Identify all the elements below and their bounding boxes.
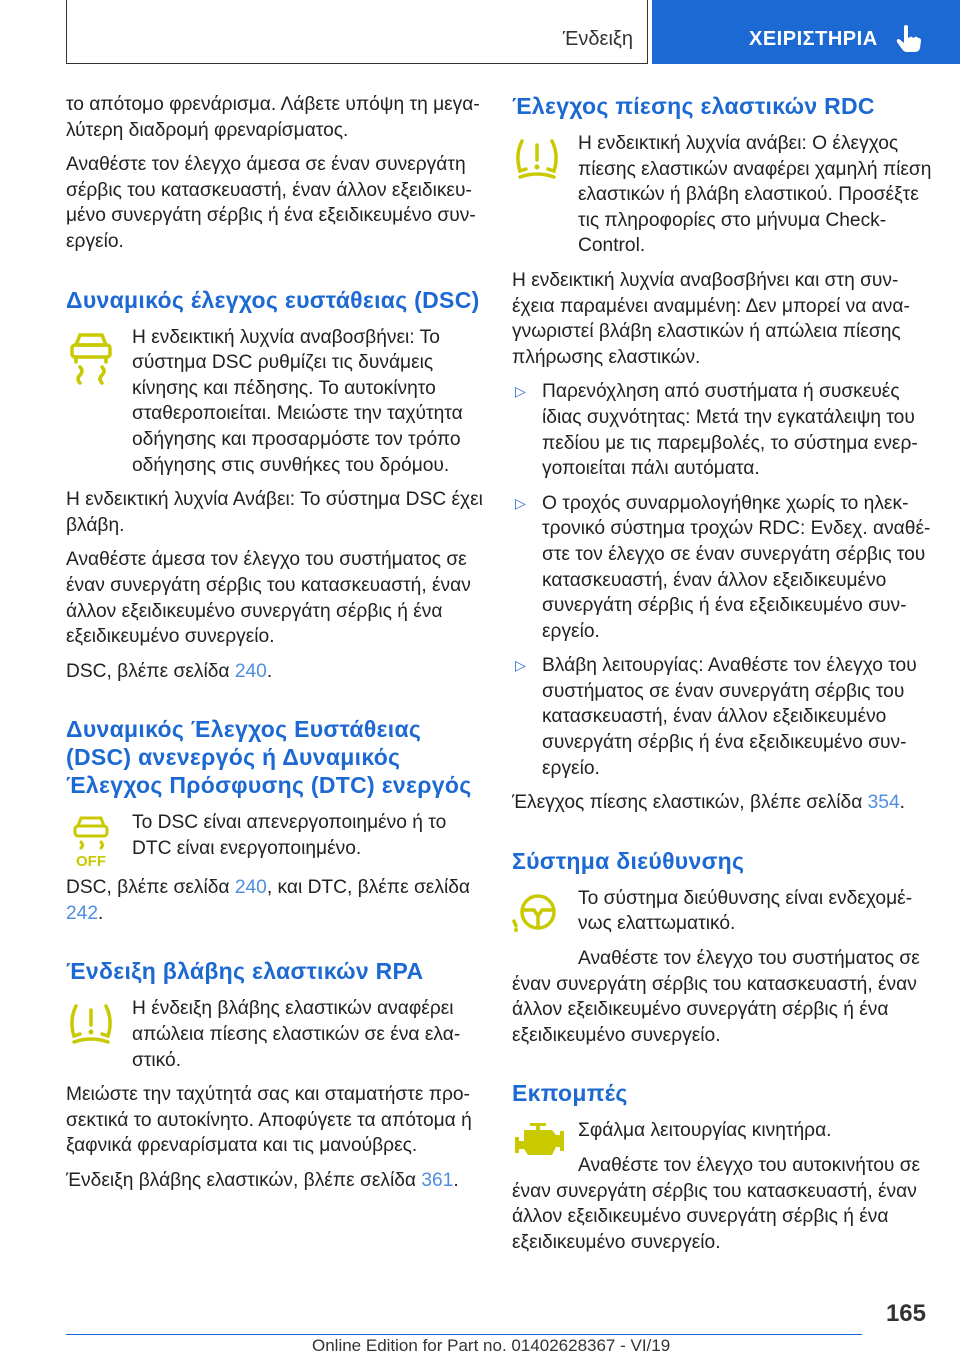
triangle-bullet-icon: ▷ xyxy=(515,657,526,674)
hand-pointer-icon xyxy=(895,24,923,54)
page-link[interactable]: 242 xyxy=(66,902,99,924)
dsc-block xyxy=(66,325,486,488)
rdc-reference: Έλεγχος πίεσης ελαστικών, βλέπε σελίδα 354. xyxy=(512,792,905,814)
triangle-bullet-icon: ▷ xyxy=(515,383,526,400)
chapter-label: ΧΕΙΡΙΣΤΗΡΙΑ xyxy=(749,28,878,50)
chapter-tab xyxy=(652,0,960,64)
svg-text:OFF: OFF xyxy=(76,853,106,871)
left-column xyxy=(66,92,486,1203)
right-column xyxy=(512,92,932,1264)
triangle-bullet-icon: ▷ xyxy=(515,494,526,511)
emissions-text: Αναθέστε τον έλεγχο του αυτοκινήτου σε έναν συνεργάτη σέρβις του κατασκευαστή, έναν άλλον εξειδικευμένο συνεργάτη σέρβις ή ένα εξειδικευμένο συνεργείο. xyxy=(512,1155,921,1253)
page-link[interactable]: 354 xyxy=(867,792,900,814)
dsc-off-heading: Δυναμικός Έλεγχος Ευστάθειας (DSC) ανενεργός ή Δυναμικός Έλεγχος Πρόσφυσης (DTC) ενεργός xyxy=(66,716,472,799)
rpa-text: Μειώστε την ταχύτητά σας και σταματήστε προσεκτικά το αυτοκίνητο. Αποφύγετε τα απότομα ή ξαφνικά φρεναρίσματα και τις μανούβρες. xyxy=(66,1084,472,1157)
steering-heading: Σύστημα διεύθυνσης xyxy=(512,847,745,874)
page-number: 165 xyxy=(885,1300,926,1327)
tire-warning-icon xyxy=(512,133,562,183)
section-tab xyxy=(66,0,648,64)
list-item: ▷ Βλάβη λειτουργίας: Αναθέστε τον έλεγχο του συστήματος σε έναν συνεργάτη σέρβις του κατασκευαστή, έναν άλλον εξειδικευμένο συνεργάτη σέρβις ή ένα εξειδικευμένο συνεργείο. xyxy=(515,655,917,779)
list-item: ▷ Παρενόχληση από συστήματα ή συσκευές ίδιας συχνότητας: Μετά την εγκατάλειψη του πεδίου με τις παρεμβολές, το σύστημα ενεργοποιείται πάλι αυτόματα. xyxy=(515,381,918,480)
section-tab-label: Ένδειξη xyxy=(562,28,633,50)
emissions-block xyxy=(512,1118,932,1264)
rpa-reference: Ένδειξη βλάβης ελαστικών, βλέπε σελίδα 361. xyxy=(66,1170,459,1192)
page-link[interactable]: 361 xyxy=(421,1170,454,1192)
rdc-text: Η ενδεικτική λυχνία αναβοσβήνει και στη συνέχεια παραμένει αναμμένη: Δεν μπορεί να αναγνωριστεί βλάβη ελαστικών ή απώλεια πίεσης πλήρωσης ελαστικών. xyxy=(512,269,910,368)
dsc-off-icon xyxy=(66,812,116,870)
rdc-heading: Έλεγχος πίεσης ελαστικών RDC xyxy=(512,93,875,119)
dsc-text: Η ενδεικτική λυχνία αναβοσβήνει: Το σύστημα DSC ρυθμίζει τις δυνάμεις κίνησης και πέδησης. Το αυτοκίνητο σταθεροποιείται. Μειώστε την ταχύτητα οδήγησης και προσαρμόστε τον τρόπο οδήγησης στις συνθήκες του δρόμου. xyxy=(132,326,463,476)
dsc-text: Η ενδεικτική λυχνία Ανάβει: Το σύστημα DSC έχει βλάβη. xyxy=(66,489,483,536)
steering-wheel-warning-icon xyxy=(512,888,564,934)
footer-divider xyxy=(66,1334,862,1335)
rdc-block xyxy=(512,131,932,268)
rpa-text: Η ένδειξη βλάβης ελαστικών αναφέρει απώλεια πίεσης ελαστικών σε ένα ελαστικό. xyxy=(132,998,461,1071)
steering-block xyxy=(512,886,932,1058)
dsc-off-block xyxy=(66,810,486,875)
emissions-heading: Εκπομπές xyxy=(512,1080,628,1107)
rdc-bullet-list xyxy=(512,379,932,781)
page-link[interactable]: 240 xyxy=(234,660,267,682)
dsc-off-reference: DSC, βλέπε σελίδα 240, και DTC, βλέπε σελίδα 242. xyxy=(66,877,470,924)
rdc-text: Η ενδεικτική λυχνία ανάβει: Ο έλεγχος πίεσης ελαστικών αναφέρει χαμηλή πίεση ελαστικών ή βλάβη ελαστικού. Προσέξτε τις πληροφορίες στο μήνυμα Check-Control. xyxy=(578,133,932,257)
intro-paragraph: Αναθέστε τον έλεγχο άμεσα σε έναν συνεργάτη σέρβις του κατασκευαστή, έναν άλλον εξειδικευμένο συνεργάτη σέρβις ή ένα εξειδικευμένο συνεργείο. xyxy=(66,154,476,252)
dsc-heading: Δυναμικός έλεγχος ευστάθειας (DSC) xyxy=(66,286,480,313)
dsc-reference: DSC, βλέπε σελίδα 240. xyxy=(66,660,273,682)
list-item: ▷ Ο τροχός συναρμολογήθηκε χωρίς το ηλεκτρονικό σύστημα τροχών RDC: Ενδεχ. αναθέστε τον έλεγχο σε έναν συνεργάτη σέρβις του κατασκευαστή, έναν άλλον εξειδικευμένο συνεργάτη σέρβις ή ένα εξειδικευμένο συνεργείο. xyxy=(515,492,931,642)
dsc-off-text: Το DSC είναι απενεργοποιημένο ή το DTC είναι ενεργοποιημένο. xyxy=(132,812,447,859)
tire-warning-icon xyxy=(66,998,116,1048)
page-link[interactable]: 240 xyxy=(234,877,267,899)
rpa-heading: Ένδειξη βλάβης ελαστικών RPA xyxy=(66,958,424,985)
footer-edition: Online Edition for Part no. 01402628367 - VI/19 xyxy=(312,1336,671,1355)
dsc-skid-icon xyxy=(66,327,116,385)
steering-text: Αναθέστε τον έλεγχο του συστήματος σε έναν συνεργάτη σέρβις του κατασκευαστή, έναν άλλον εξειδικευμένο συνεργάτη σέρβις ή ένα εξειδικευμένο συνεργείο. xyxy=(512,948,920,1046)
rpa-block xyxy=(66,996,486,1082)
intro-paragraph: το απότομο φρενάρισμα. Λάβετε υπόψη τη μεγαλύτερη διαδρομή φρεναρίσματος. xyxy=(66,94,480,141)
steering-text: Το σύστημα διεύθυνσης είναι ενδεχομένως ελαττωματικό. xyxy=(578,887,913,935)
dsc-text: Αναθέστε άμεσα τον έλεγχο του συστήματος σε έναν συνεργάτη σέρβις του κατασκευαστή, έναν άλλον εξειδικευμένο συνεργάτη σέρβις ή ένα εξειδικευμένο συνεργείο. xyxy=(66,549,471,648)
emissions-text: Σφάλμα λειτουργίας κινητήρα. xyxy=(578,1120,832,1142)
